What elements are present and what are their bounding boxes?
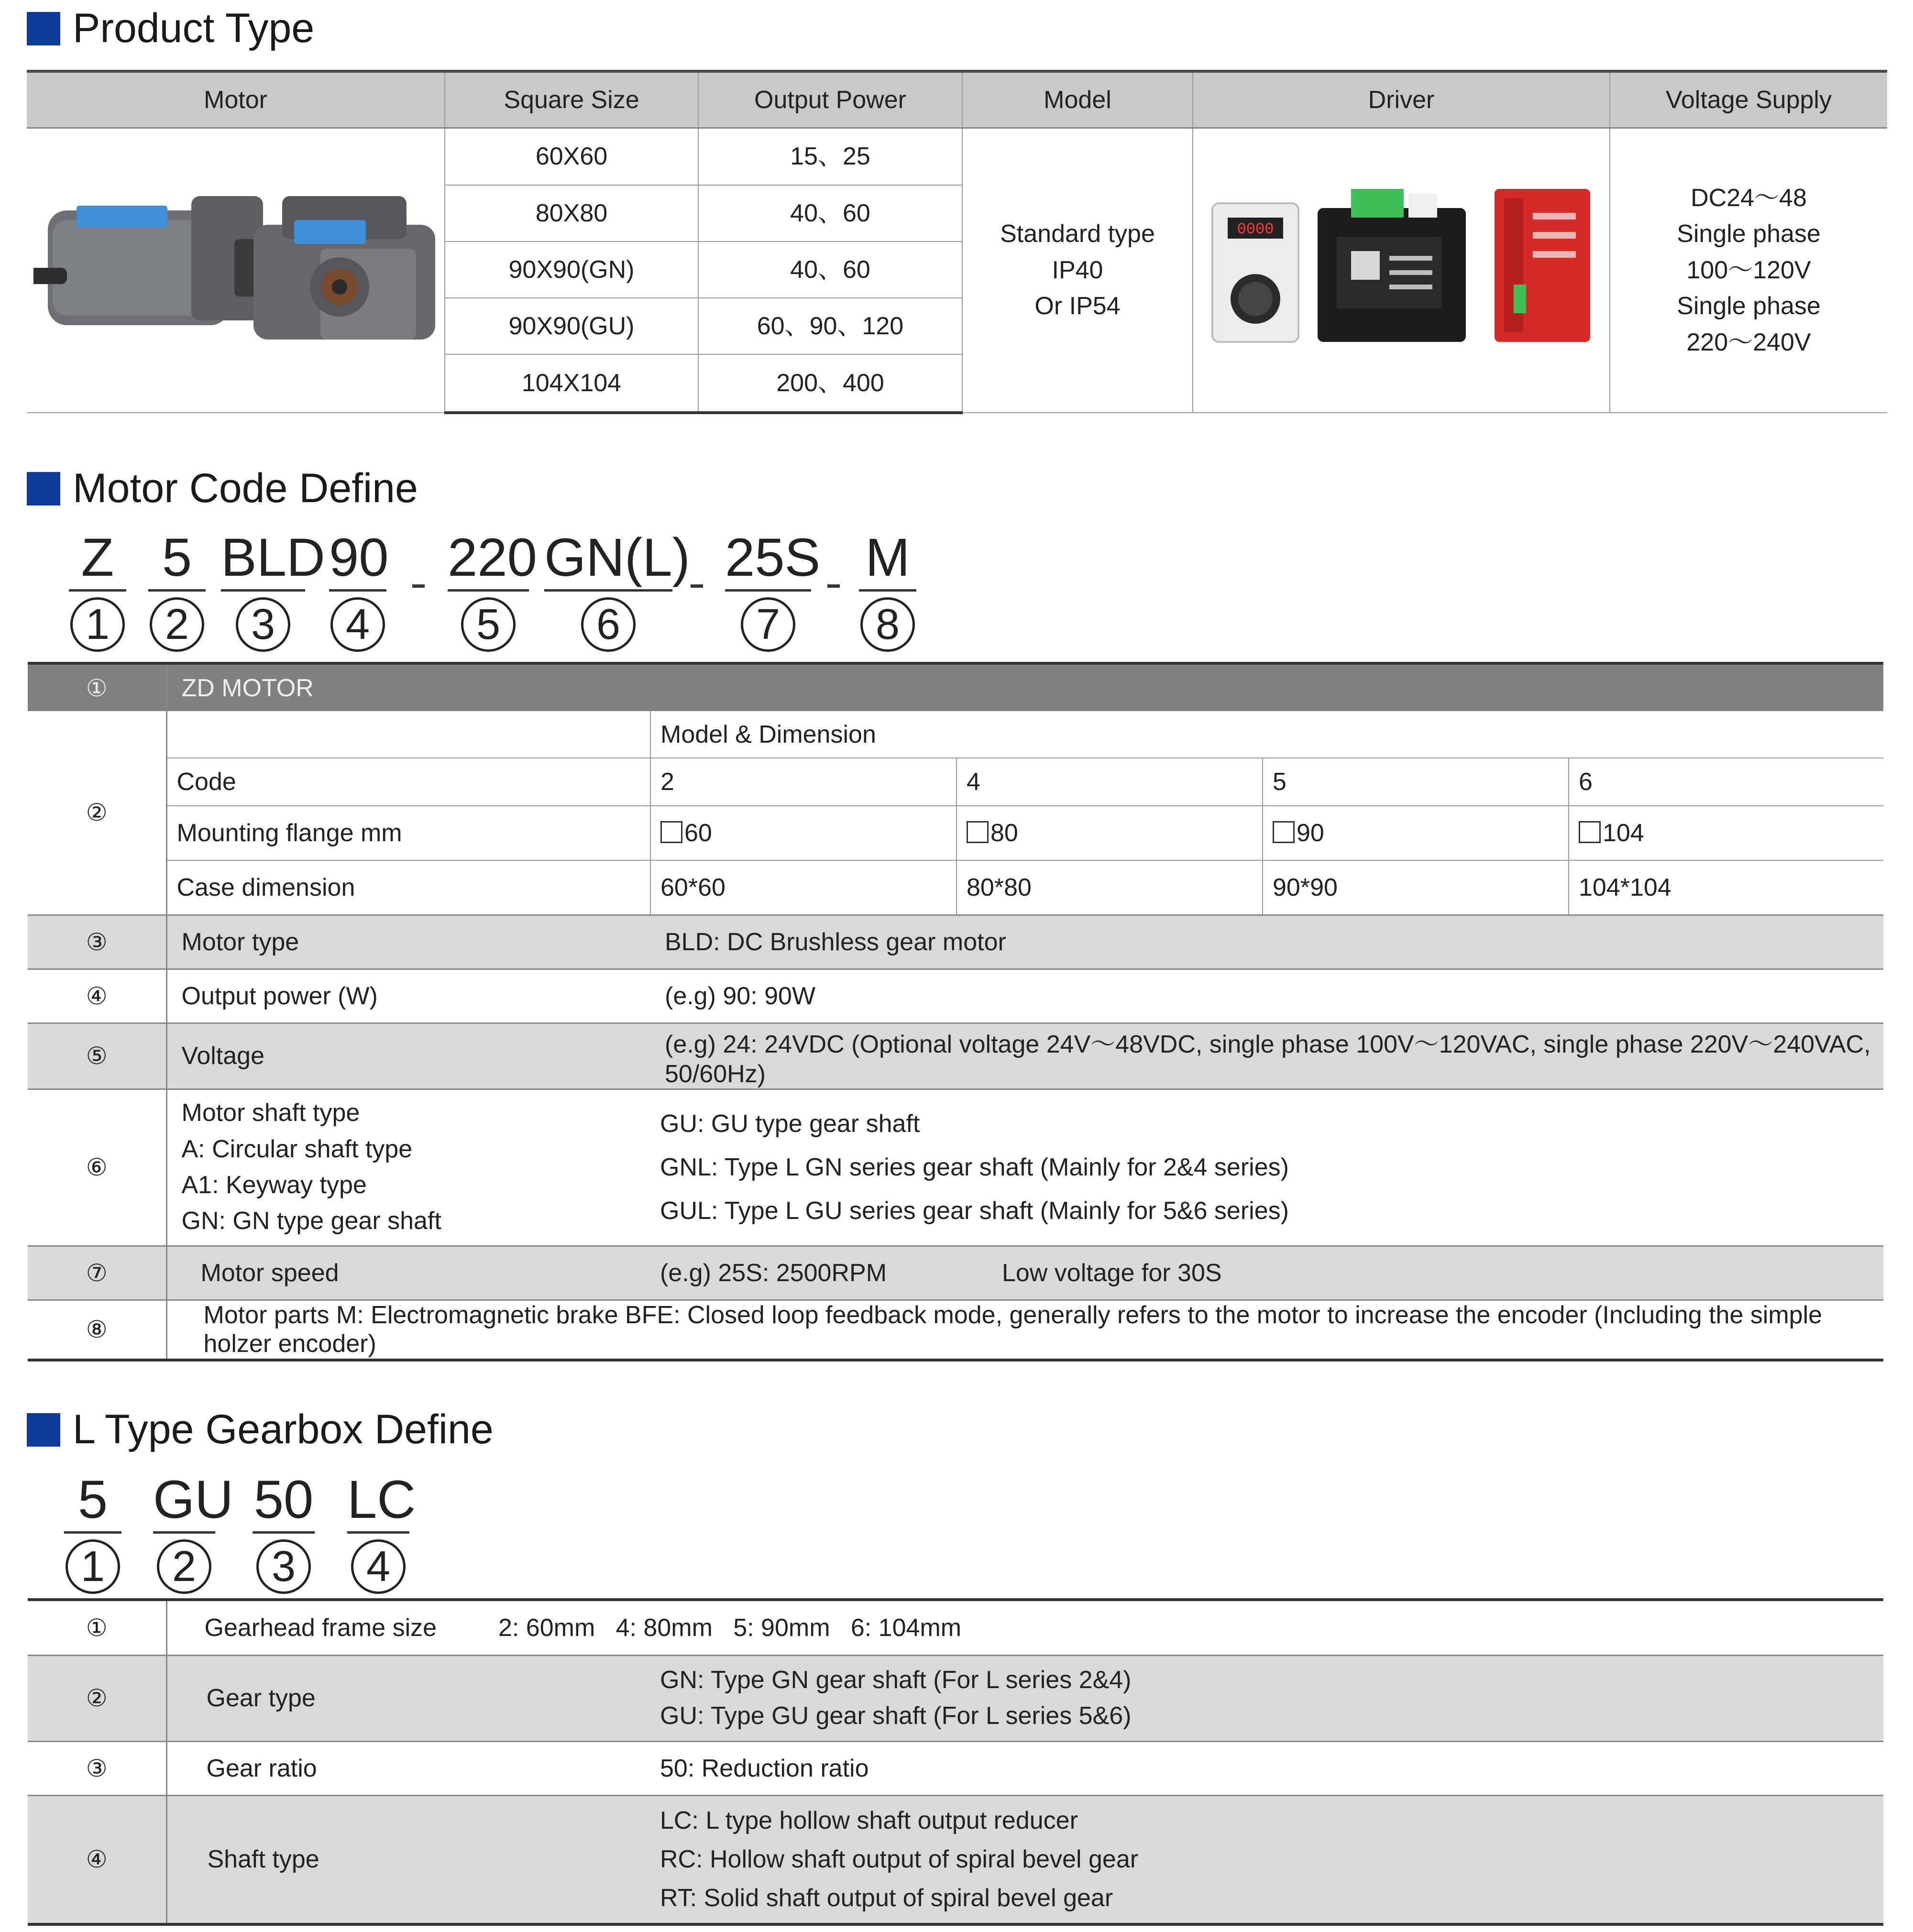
code-text: LC	[347, 1473, 409, 1534]
code-number: 2	[157, 1539, 211, 1594]
code-text: 5	[148, 531, 206, 592]
row-label: Output power (W)	[166, 969, 650, 1023]
code-text: Z	[69, 531, 126, 592]
value-line: GU: GU type gear shaft	[660, 1109, 920, 1138]
code-value: 2	[650, 758, 956, 806]
row-label	[166, 1089, 650, 1246]
voltage-line: Single phase	[1677, 292, 1821, 320]
col-header-square-size: Square Size	[445, 71, 698, 128]
section-title: Product Type	[73, 5, 315, 51]
section-marker	[27, 472, 60, 505]
motor-code-table	[28, 662, 1883, 1361]
flange-value	[956, 806, 1263, 860]
row-index: ①	[28, 1600, 166, 1655]
model-line: Standard type	[1000, 220, 1155, 248]
code-number: 1	[70, 597, 125, 652]
square-size-cell: 104X104	[445, 354, 698, 413]
driver-display-text: 0000	[1237, 220, 1274, 238]
row-index: ④	[28, 1795, 166, 1924]
row-index: ①	[28, 663, 166, 711]
flange-value	[1263, 806, 1569, 860]
output-power-cell: 15、25	[698, 128, 962, 185]
output-power-cell: 40、60	[698, 185, 962, 242]
label-line: A: Circular shaft type	[181, 1135, 413, 1163]
voltage-line: DC24～48	[1691, 184, 1807, 212]
row-value: BLD: DC Brushless gear motor	[650, 915, 1883, 969]
table-row	[28, 915, 1883, 969]
row-label: Shaft type	[166, 1795, 650, 1924]
model-dimension-header: Model & Dimension	[650, 711, 1883, 758]
code-separator	[412, 584, 425, 588]
row-value: 2: 60mm 4: 80mm 5: 90mm 6: 104mm	[498, 1614, 962, 1642]
section-marker	[27, 12, 60, 45]
case-value: 80*80	[956, 860, 1263, 915]
table-row	[28, 1655, 1883, 1741]
case-value: 60*60	[650, 860, 956, 915]
code-number: 3	[256, 1539, 311, 1594]
product-type-heading	[27, 5, 314, 52]
row-index: ⑧	[28, 1300, 166, 1360]
row-value: (e.g) 24: 24VDC (Optional voltage 24V～48VDC, single phase 100V～120VAC, single phase 220V～240VAC, 50/60Hz)	[650, 1023, 1883, 1089]
model-cell	[962, 128, 1193, 413]
code-value: 5	[1263, 758, 1569, 806]
table-row	[27, 128, 1887, 185]
row-index: ③	[28, 915, 166, 969]
code-segment	[64, 1470, 121, 1594]
code-number: 5	[461, 597, 516, 652]
voltage-line: Single phase	[1677, 220, 1821, 248]
case-value: 90*90	[1263, 860, 1569, 915]
code-text: 25S	[725, 531, 811, 592]
voltage-cell	[1610, 128, 1887, 413]
code-segment	[221, 527, 325, 652]
row-index: ⑥	[28, 1089, 166, 1246]
row-value: 50: Reduction ratio	[650, 1741, 1883, 1795]
square-size-cell: 80X80	[445, 185, 698, 242]
brand-cell: ZD MOTOR	[166, 663, 1883, 711]
code-separator	[691, 584, 703, 588]
row-label: Motor type	[166, 915, 650, 969]
label-line: A1: Keyway type	[181, 1171, 367, 1199]
square-size-cell: 90X90(GN)	[445, 242, 698, 298]
row-index: ④	[28, 969, 166, 1023]
table-row	[28, 1246, 1883, 1300]
table-row	[28, 1023, 1883, 1089]
col-header-driver: Driver	[1193, 71, 1610, 128]
value-line: GN: Type GN gear shaft (For L series 2&4)	[660, 1666, 1132, 1694]
square-glyph	[660, 821, 682, 843]
square-glyph	[967, 821, 989, 843]
code-segment	[69, 527, 126, 652]
code-segment	[347, 1470, 416, 1594]
code-label: Code	[166, 758, 650, 806]
row-label: Voltage	[166, 1023, 650, 1089]
square-glyph	[1579, 821, 1601, 843]
speed-note: Low voltage for 30S	[1001, 1259, 1222, 1287]
row-label: Gear ratio	[166, 1741, 650, 1795]
flange-text: 90	[1297, 819, 1324, 847]
code-text: 5	[64, 1473, 121, 1534]
case-label: Case dimension	[166, 860, 650, 915]
voltage-line: 100～120V	[1686, 256, 1811, 284]
table-row	[28, 1089, 1883, 1246]
code-segment	[153, 1470, 233, 1594]
table-row	[28, 711, 1883, 758]
col-header-voltage-supply: Voltage Supply	[1610, 71, 1887, 128]
value-line: GNL: Type L GN series gear shaft (Mainly for 2&4 series)	[660, 1153, 1289, 1181]
row-label: Motor speed	[166, 1246, 650, 1300]
row-label: Gear type	[166, 1655, 650, 1741]
code-segment	[725, 527, 821, 652]
code-separator	[827, 584, 840, 588]
gear-motor-image	[33, 177, 440, 359]
row-value	[650, 1246, 1883, 1300]
value-line: LC: L type hollow shaft output reducer	[660, 1807, 1078, 1835]
row-index: ②	[28, 1655, 166, 1741]
code-segment	[148, 527, 206, 652]
motor-code-heading	[27, 465, 418, 512]
code-number: 1	[66, 1539, 120, 1594]
value-line: RT: Solid shaft output of spiral bevel gear	[660, 1884, 1113, 1912]
code-text: GN(L)	[544, 531, 672, 592]
code-number: 4	[330, 597, 385, 652]
row-value	[650, 1795, 1883, 1924]
code-number: 2	[150, 597, 204, 652]
code-value: 4	[956, 758, 1263, 806]
value-line: GU: Type GU gear shaft (For L series 5&6)	[660, 1702, 1132, 1730]
square-glyph	[1273, 821, 1295, 843]
speed-example: (e.g) 25S: 2500RPM	[660, 1259, 887, 1287]
code-number: 6	[581, 597, 636, 652]
output-power-cell: 60、90、120	[698, 298, 962, 354]
row-value	[650, 1089, 1883, 1246]
flange-value	[1569, 806, 1883, 860]
code-text: 90	[329, 531, 386, 592]
table-header-row	[27, 71, 1887, 128]
empty-cell	[166, 711, 650, 758]
output-power-cell: 200、400	[698, 354, 962, 413]
table-row	[28, 969, 1883, 1023]
code-segment	[329, 527, 389, 652]
col-header-output-power: Output Power	[698, 71, 962, 128]
code-text: BLD	[221, 531, 305, 592]
row-value: (e.g) 90: 90W	[650, 969, 1883, 1023]
motor-parts-cell: Motor parts M: Electromagnetic brake BFE: Closed loop feedback mode, generally refers to the motor to increase the encoder (Including the simple holzer encoder)	[166, 1300, 1883, 1360]
code-text: 220	[448, 531, 529, 592]
flange-text: 104	[1603, 819, 1644, 847]
table-row	[28, 1600, 1883, 1655]
code-text: 50	[253, 1473, 315, 1534]
gearbox-heading	[27, 1406, 494, 1453]
code-value: 6	[1569, 758, 1883, 806]
label-line: Motor shaft type	[181, 1099, 360, 1127]
gearbox-table	[28, 1598, 1883, 1926]
flange-label: Mounting flange mm	[166, 806, 650, 860]
row-index: ②	[28, 711, 166, 915]
table-row	[28, 663, 1883, 711]
table-row	[28, 806, 1883, 860]
model-line: Or IP54	[1034, 292, 1121, 320]
driver-image	[1208, 179, 1600, 351]
code-number: 7	[741, 597, 795, 652]
flange-text: 60	[684, 819, 712, 847]
code-segment	[253, 1470, 315, 1594]
value-line: RC: Hollow shaft output of spiral bevel gear	[660, 1845, 1139, 1873]
flange-text: 80	[990, 819, 1018, 847]
code-number: 3	[236, 597, 290, 652]
case-value: 104*104	[1569, 860, 1883, 915]
row-index: ⑦	[28, 1246, 166, 1300]
row-index: ⑤	[28, 1023, 166, 1089]
square-size-cell: 60X60	[445, 128, 698, 185]
table-row	[28, 1300, 1883, 1360]
col-header-model: Model	[962, 71, 1193, 128]
code-number: 4	[351, 1539, 406, 1594]
label-line: GN: GN type gear shaft	[181, 1207, 441, 1235]
section-title: Motor Code Define	[73, 465, 418, 511]
row-value	[650, 1655, 1883, 1741]
square-size-cell: 90X90(GU)	[445, 298, 698, 354]
output-power-cell: 40、60	[698, 242, 962, 298]
flange-value	[650, 806, 956, 860]
code-segment	[448, 527, 537, 652]
code-segment	[859, 527, 916, 652]
table-row	[28, 1741, 1883, 1795]
model-line: IP40	[1052, 256, 1103, 284]
code-text: GU	[153, 1473, 215, 1534]
row-label: Gearhead frame size	[204, 1614, 437, 1642]
code-text: M	[859, 531, 916, 592]
value-line: GUL: Type L GU series gear shaft (Mainly for 5&6 series)	[660, 1197, 1289, 1225]
voltage-line: 220～240V	[1686, 328, 1811, 356]
section-marker	[27, 1413, 60, 1447]
code-segment	[544, 527, 690, 652]
frame-size-cell	[166, 1600, 1883, 1655]
table-row	[28, 860, 1883, 915]
table-row	[28, 1795, 1883, 1924]
table-row	[28, 758, 1883, 806]
code-number: 8	[860, 597, 915, 652]
row-index: ③	[28, 1741, 166, 1795]
col-header-motor: Motor	[27, 71, 445, 128]
section-title: L Type Gearbox Define	[73, 1406, 494, 1452]
